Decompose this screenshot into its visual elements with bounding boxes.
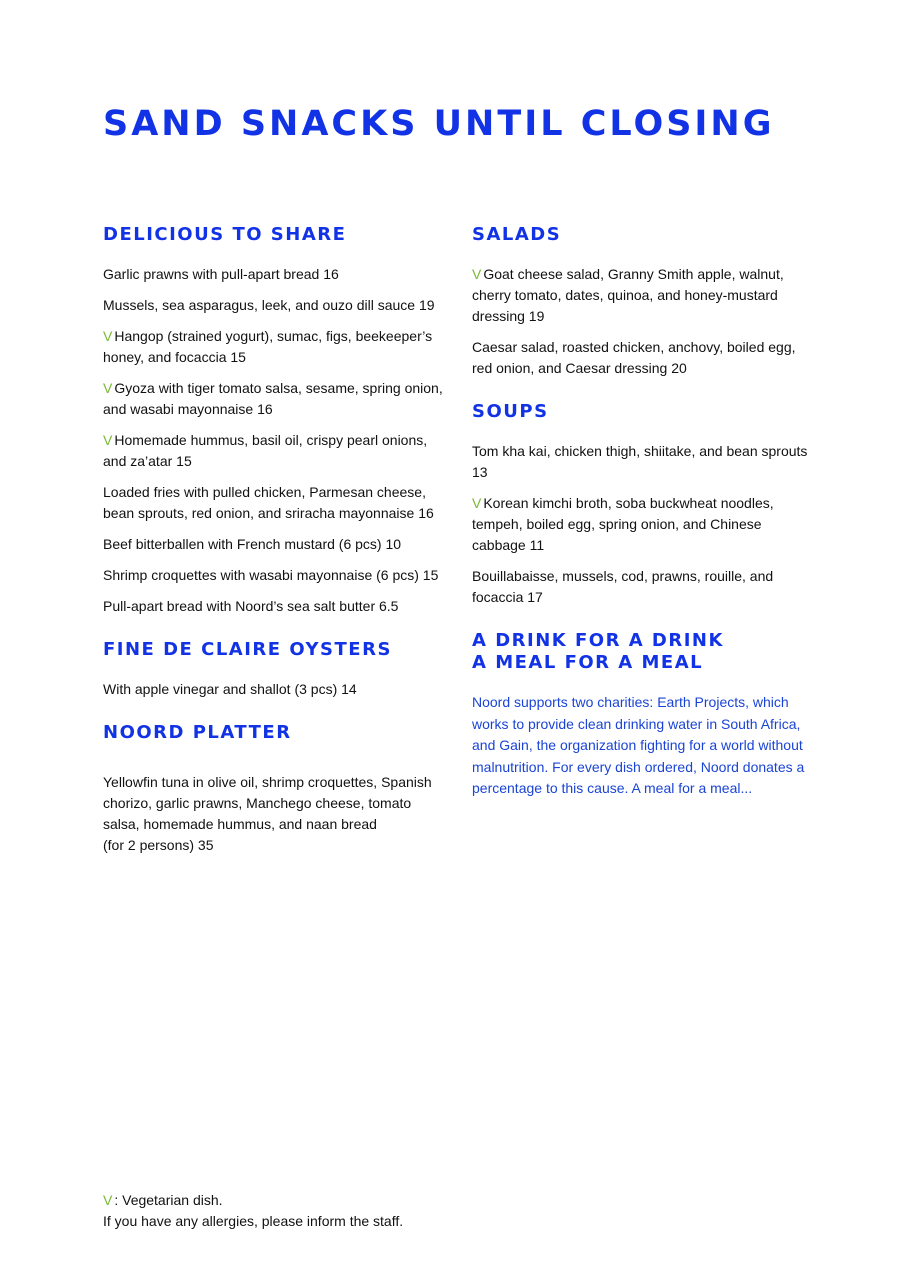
menu-item xyxy=(103,378,451,420)
menu-item xyxy=(103,565,451,586)
menu-item xyxy=(103,534,451,555)
menu-item-text: Korean kimchi broth, soba buckwheat noodles, tempeh, boiled egg, spring onion, and Chinese cabbage 11 xyxy=(472,495,774,553)
menu-item-text: Goat cheese salad, Granny Smith apple, walnut, cherry tomato, dates, quinoa, and honey-mustard dressing 19 xyxy=(472,266,784,324)
menu-item xyxy=(472,441,814,483)
vegetarian-marker: V xyxy=(103,380,113,396)
vegetarian-marker: V xyxy=(472,266,482,282)
menu-item-text: Caesar salad, roasted chicken, anchovy, boiled egg, red onion, and Caesar dressing 20 xyxy=(472,339,796,376)
section-heading: SOUPS xyxy=(472,401,549,422)
menu-item-text: Mussels, sea asparagus, leek, and ouzo dill sauce 19 xyxy=(103,297,435,313)
item-list xyxy=(472,441,814,608)
menu-item-text: Garlic prawns with pull-apart bread 16 xyxy=(103,266,339,282)
menu-item xyxy=(472,566,814,608)
right-column xyxy=(472,224,814,822)
menu-item xyxy=(103,482,451,524)
menu-item xyxy=(103,264,451,285)
menu-item xyxy=(103,430,451,472)
allergy-note: If you have any allergies, please inform the staff. xyxy=(103,1213,404,1229)
section-heading: FINE DE CLAIRE OYSTERS xyxy=(103,639,392,660)
footer xyxy=(103,1190,603,1232)
section-salads xyxy=(472,224,814,379)
menu-item-text: Bouillabaisse, mussels, cod, prawns, rouille, and focaccia 17 xyxy=(472,568,774,605)
item-list xyxy=(103,679,451,700)
section-heading xyxy=(472,630,814,674)
item-list xyxy=(103,772,451,856)
section-heading: NOORD PLATTER xyxy=(103,722,292,743)
menu-item xyxy=(103,772,451,856)
section-heading: DELICIOUS TO SHARE xyxy=(103,224,347,245)
item-list xyxy=(103,264,451,617)
charity-heading-line-2: A MEAL FOR A MEAL xyxy=(472,652,704,673)
page-title: SAND SNACKS UNTIL CLOSING xyxy=(103,104,775,144)
vegetarian-marker: V xyxy=(103,328,113,344)
menu-item xyxy=(103,679,451,700)
vegetarian-marker: V xyxy=(472,495,482,511)
menu-item-text: With apple vinegar and shallot (3 pcs) 14 xyxy=(103,681,357,697)
section-noord-platter xyxy=(103,722,451,856)
platter-serving-note: (for 2 persons) 35 xyxy=(103,837,214,853)
menu-item xyxy=(103,326,451,368)
menu-item xyxy=(472,493,814,556)
menu-item-text: Beef bitterballen with French mustard (6 pcs) 10 xyxy=(103,536,402,552)
menu-item-text: Shrimp croquettes with wasabi mayonnaise (6 pcs) 15 xyxy=(103,567,439,583)
vegetarian-marker: V xyxy=(103,432,113,448)
vegetarian-legend xyxy=(103,1190,603,1211)
menu-item xyxy=(472,337,814,379)
section-oysters xyxy=(103,639,451,700)
section-delicious-to-share xyxy=(103,224,451,617)
section-soups xyxy=(472,401,814,608)
charity-heading-line-1: A DRINK FOR A DRINK xyxy=(472,630,724,651)
menu-item xyxy=(103,295,451,316)
left-column xyxy=(103,224,451,878)
spacer xyxy=(103,762,451,772)
vegetarian-marker: V xyxy=(103,1192,113,1208)
menu-item-text: Yellowfin tuna in olive oil, shrimp croquettes, Spanish chorizo, garlic prawns, Manchego cheese, tomato salsa, homemade hummus, and naan bread xyxy=(103,774,432,832)
menu-item xyxy=(472,264,814,327)
menu-item-text: Tom kha kai, chicken thigh, shiitake, and bean sprouts 13 xyxy=(472,443,808,480)
menu-item xyxy=(103,596,451,617)
section-heading: SALADS xyxy=(472,224,562,245)
charity-description: Noord supports two charities: Earth Projects, which works to provide clean drinking water in South Africa, and Gain, the organization fighting for a world without malnutrition. For every dish ordered, Noord donates a percentage to this cause. A meal for a meal... xyxy=(472,694,805,796)
item-list xyxy=(472,264,814,379)
menu-item-text: Pull-apart bread with Noord’s sea salt butter 6.5 xyxy=(103,598,399,614)
menu-item-text: Gyoza with tiger tomato salsa, sesame, spring onion, and wasabi mayonnaise 16 xyxy=(103,380,443,417)
menu-item-text: Hangop (strained yogurt), sumac, figs, beekeeper’s honey, and focaccia 15 xyxy=(103,328,433,365)
menu-item-text: Homemade hummus, basil oil, crispy pearl onions, and za’atar 15 xyxy=(103,432,428,469)
menu-item-text: Loaded fries with pulled chicken, Parmesan cheese, bean sprouts, red onion, and sriracha mayonnaise 16 xyxy=(103,484,434,521)
section-charity xyxy=(472,630,814,800)
vegetarian-legend-text: : Vegetarian dish. xyxy=(114,1192,223,1208)
